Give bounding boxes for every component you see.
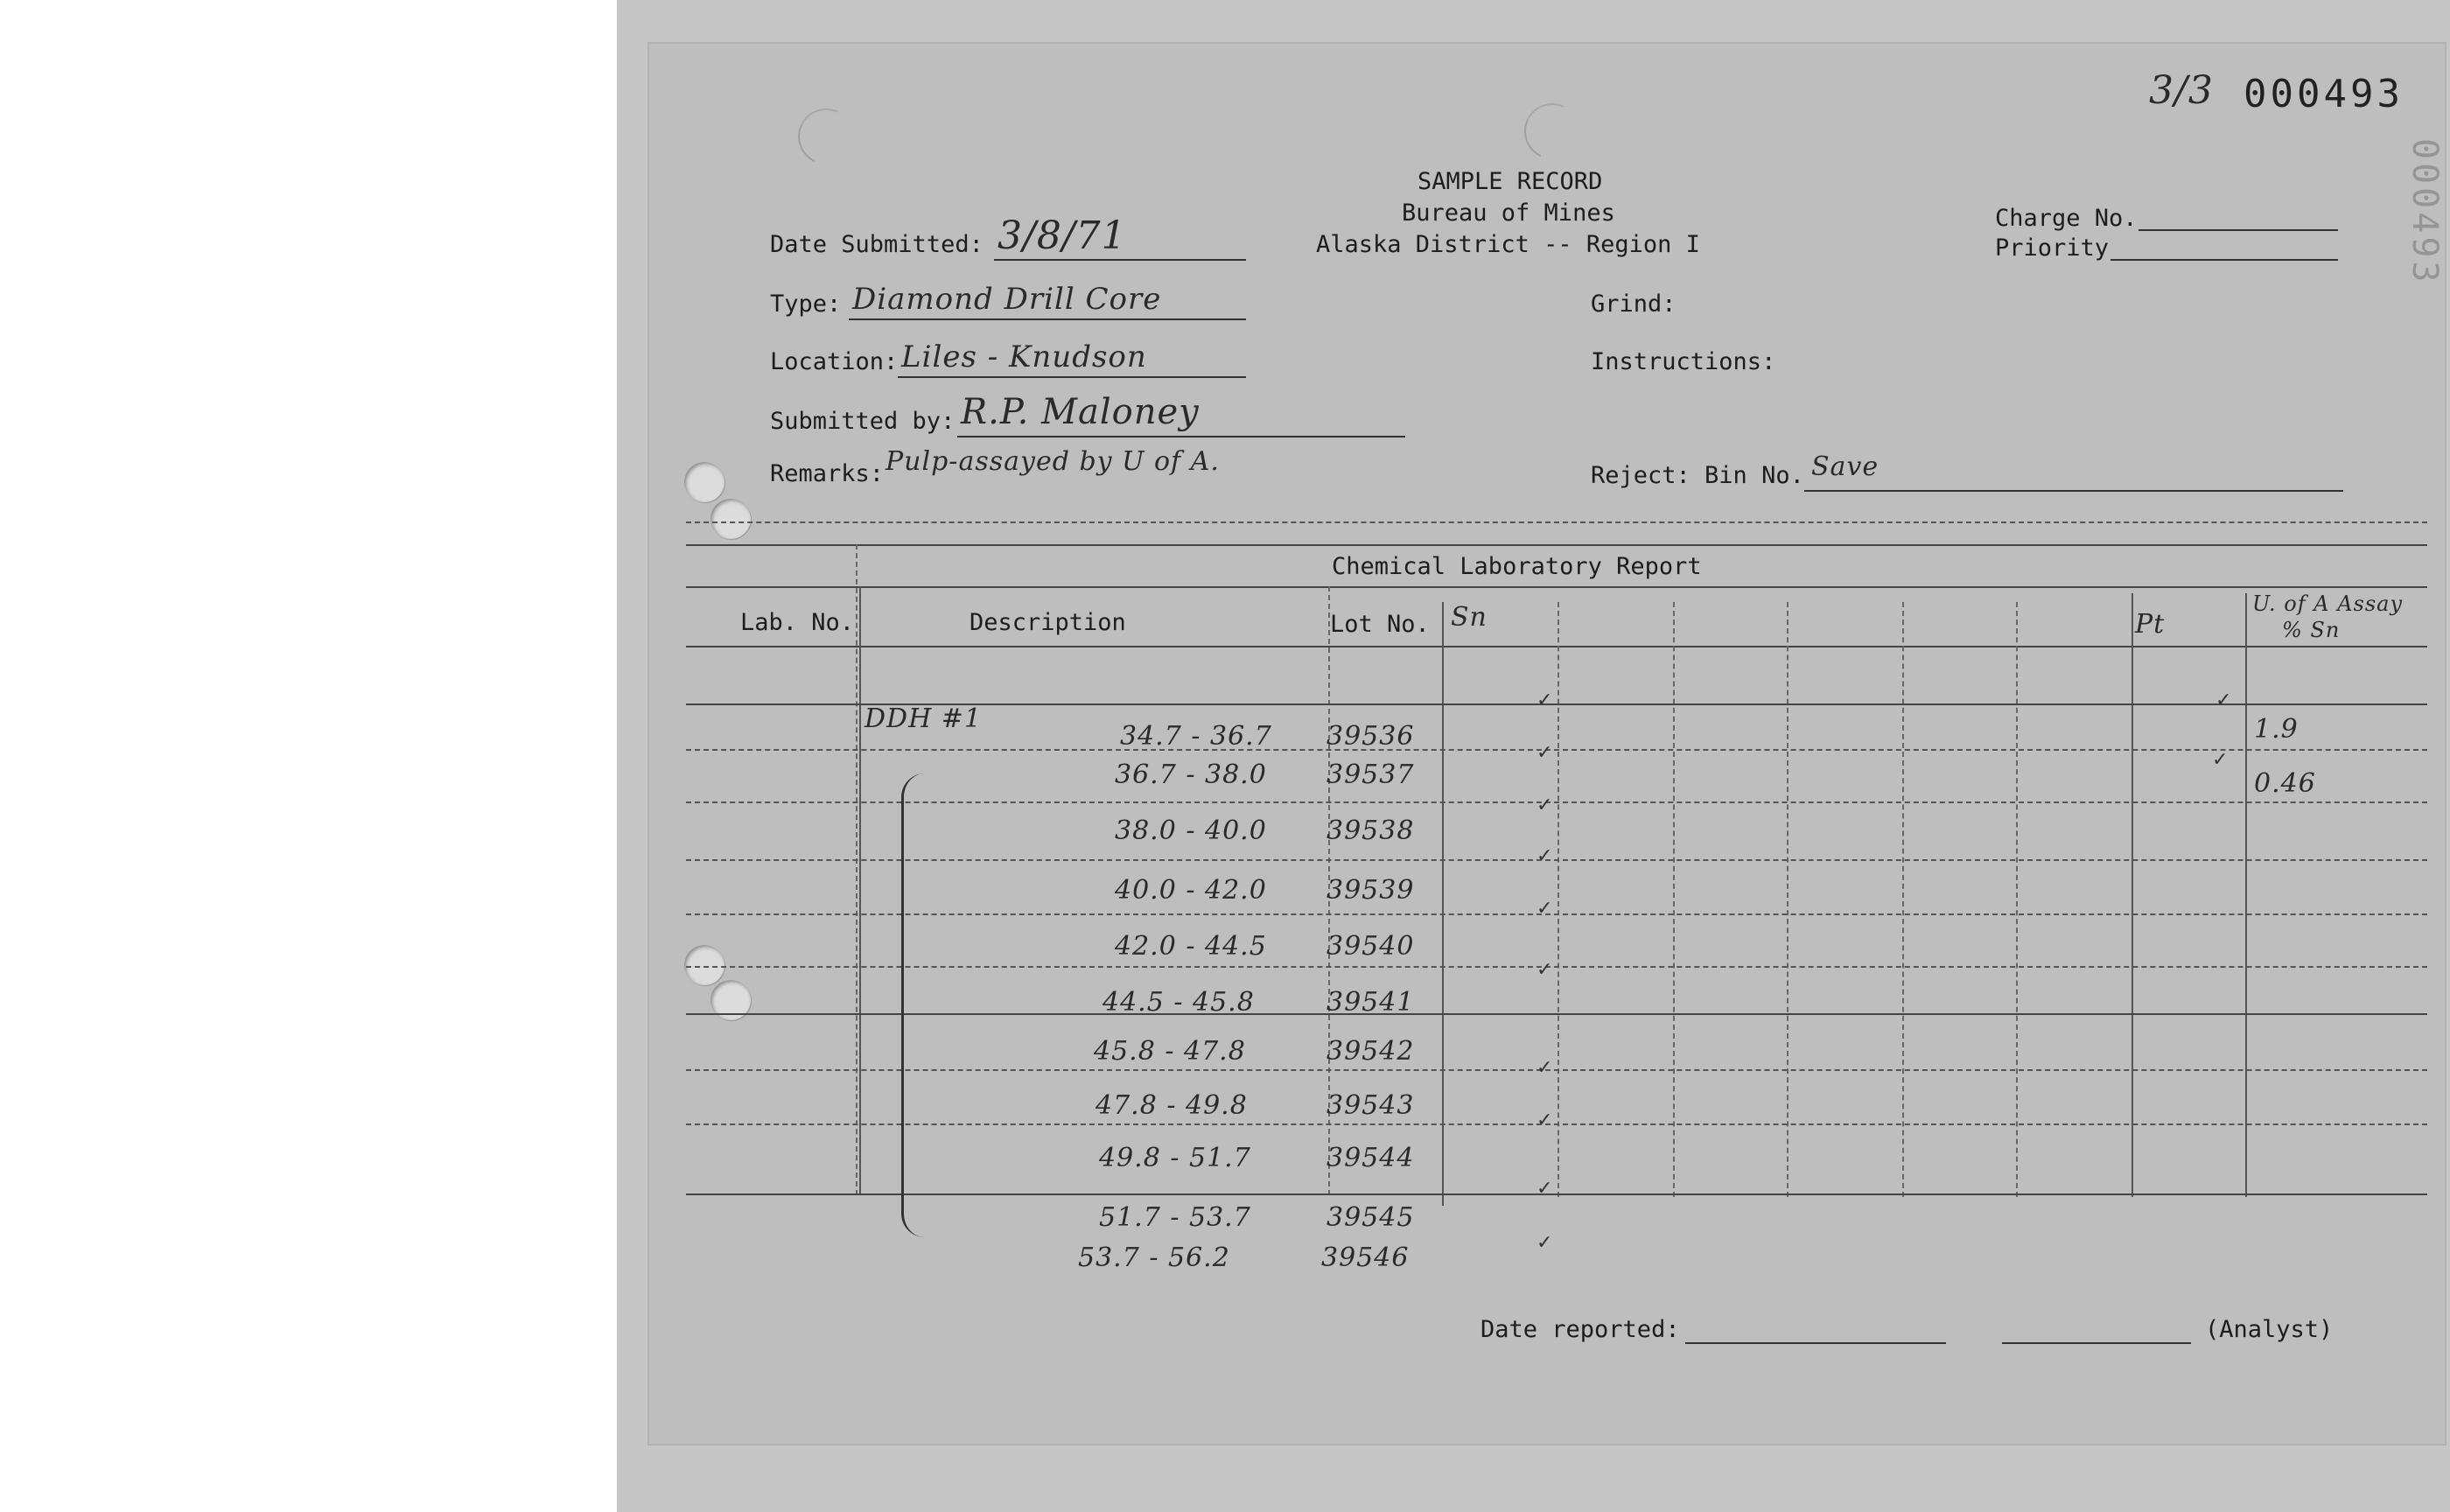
reject-bin-label: Reject: Bin No. — [1591, 462, 1804, 489]
col-ua-assay-line2: % Sn — [2282, 618, 2341, 642]
col-divider — [2245, 593, 2247, 1197]
checkmark-icon: ✓ — [1536, 1110, 1553, 1131]
col-divider — [856, 544, 858, 1195]
doc-number-bleed: 000493 — [2404, 138, 2445, 286]
date-submitted-label: Date Submitted: — [770, 231, 984, 258]
checkmark-icon: ✓ — [1536, 1232, 1553, 1254]
lot-cell: 39540 — [1326, 931, 1415, 962]
location-line — [898, 376, 1246, 378]
sample-record-card — [648, 42, 2446, 1446]
row-line — [686, 1069, 2427, 1071]
interval-cell: 36.7 - 38.0 — [1115, 760, 1267, 790]
lot-cell: 39537 — [1326, 760, 1415, 790]
row-line — [686, 802, 2427, 803]
col-divider — [1558, 602, 1559, 1197]
date-submitted-value: 3/8/71 — [998, 214, 1127, 258]
type-label: Type: — [770, 290, 842, 318]
row-line — [686, 1194, 2427, 1195]
checkmark-icon: ✓ — [1536, 1178, 1553, 1200]
col-divider — [2132, 593, 2133, 1197]
punch-hole — [710, 499, 751, 539]
remarks-label: Remarks: — [770, 460, 885, 487]
lot-cell: 39544 — [1326, 1143, 1415, 1173]
col-ua-assay-line1: U. of A Assay — [2252, 592, 2404, 616]
row-line — [686, 749, 2427, 751]
date-reported-line — [1685, 1342, 1946, 1344]
punch-arc — [1516, 95, 1588, 167]
doc-number-stamp: 000493 — [2244, 72, 2404, 116]
record-subtitle-district: Alaska District -- Region I — [1316, 231, 1700, 258]
col-sn: Sn — [1451, 602, 1488, 633]
interval-cell: 53.7 - 56.2 — [1078, 1242, 1230, 1273]
interval-cell: 47.8 - 49.8 — [1096, 1090, 1248, 1121]
lot-cell: 39542 — [1326, 1036, 1415, 1067]
col-divider — [1673, 602, 1675, 1197]
lot-cell: 39543 — [1326, 1090, 1415, 1121]
checkmark-icon: ✓ — [1536, 742, 1553, 764]
interval-cell: 44.5 - 45.8 — [1102, 987, 1255, 1018]
col-lot-no: Lot No. — [1330, 611, 1430, 638]
lot-cell: 39541 — [1326, 987, 1415, 1018]
checkmark-icon: ✓ — [1536, 1057, 1553, 1079]
row-line — [686, 1013, 2427, 1015]
lot-cell: 39545 — [1326, 1202, 1415, 1233]
checkmark-icon: ✓ — [2212, 749, 2229, 771]
report-header-bottom — [686, 646, 2427, 648]
checkmark-icon: ✓ — [1536, 845, 1553, 867]
interval-cell: 45.8 - 47.8 — [1094, 1036, 1246, 1067]
reject-bin-line — [1804, 490, 2343, 492]
lot-cell: 39539 — [1326, 875, 1415, 906]
col-divider — [1787, 602, 1788, 1197]
col-pt: Pt — [2135, 609, 2166, 640]
drill-hole-label: DDH #1 — [864, 704, 983, 734]
interval-cell: 42.0 - 44.5 — [1115, 931, 1267, 962]
row-line — [686, 859, 2427, 861]
lot-cell: 39538 — [1326, 816, 1415, 846]
record-subtitle-bureau: Bureau of Mines — [1402, 200, 1615, 227]
date-submitted-line — [994, 259, 1246, 261]
interval-cell: 49.8 - 51.7 — [1099, 1143, 1251, 1173]
priority-line — [2110, 259, 2338, 261]
checkmark-icon: ✓ — [1536, 959, 1553, 981]
col-divider — [859, 586, 861, 1195]
remarks-value: Pulp-assayed by U of A. — [886, 446, 1220, 477]
submitted-by-label: Submitted by: — [770, 408, 956, 435]
type-line — [849, 318, 1246, 320]
interval-cell: 38.0 - 40.0 — [1115, 816, 1267, 846]
punch-arc — [790, 101, 862, 172]
ua-assay-cell: 1.9 — [2254, 714, 2299, 745]
punch-hole — [684, 462, 724, 502]
row-line — [686, 914, 2427, 915]
report-title: Chemical Laboratory Report — [1332, 553, 1702, 580]
instructions-label: Instructions: — [1591, 348, 1776, 375]
grind-label: Grind: — [1591, 290, 1676, 318]
checkmark-icon: ✓ — [1536, 898, 1553, 920]
col-lab-no: Lab. No. — [740, 609, 855, 636]
checkmark-icon: ✓ — [2216, 690, 2232, 711]
submitted-by-value: R.P. Maloney — [961, 392, 1200, 432]
section-divider-1 — [686, 522, 2427, 523]
section-divider-2 — [686, 544, 2427, 546]
interval-cell: 34.7 - 36.7 — [1120, 721, 1272, 752]
lot-cell: 39546 — [1321, 1242, 1410, 1273]
date-reported-label: Date reported: — [1480, 1316, 1680, 1343]
location-label: Location: — [770, 348, 899, 375]
lot-cell: 39536 — [1326, 721, 1415, 752]
ua-assay-cell: 0.46 — [2254, 768, 2316, 799]
priority-label: Priority — [1995, 234, 2110, 262]
interval-cell: 40.0 - 42.0 — [1115, 875, 1267, 906]
analyst-line — [2002, 1342, 2191, 1344]
type-value: Diamond Drill Core — [852, 282, 1162, 317]
interval-cell: 51.7 - 53.7 — [1099, 1202, 1251, 1233]
punch-hole — [684, 945, 724, 985]
col-divider — [1442, 602, 1444, 1206]
col-description: Description — [970, 609, 1126, 636]
row-line — [686, 1124, 2427, 1125]
col-divider — [2016, 602, 2018, 1197]
charge-no-label: Charge No. — [1995, 205, 2138, 232]
location-value: Liles - Knudson — [901, 340, 1147, 374]
reject-bin-value: Save — [1811, 452, 1880, 482]
interval-brace — [901, 774, 925, 1237]
checkmark-icon: ✓ — [1536, 794, 1553, 816]
col-divider — [1902, 602, 1904, 1197]
checkmark-icon: ✓ — [1536, 690, 1553, 711]
report-header-top — [686, 586, 2427, 588]
record-title: SAMPLE RECORD — [1418, 168, 1603, 195]
row-line — [686, 966, 2427, 968]
analyst-label: (Analyst) — [2205, 1316, 2334, 1343]
charge-no-line — [2138, 229, 2338, 231]
submitted-by-line — [957, 436, 1405, 438]
doc-number-prefix: 3/3 — [2149, 68, 2214, 113]
